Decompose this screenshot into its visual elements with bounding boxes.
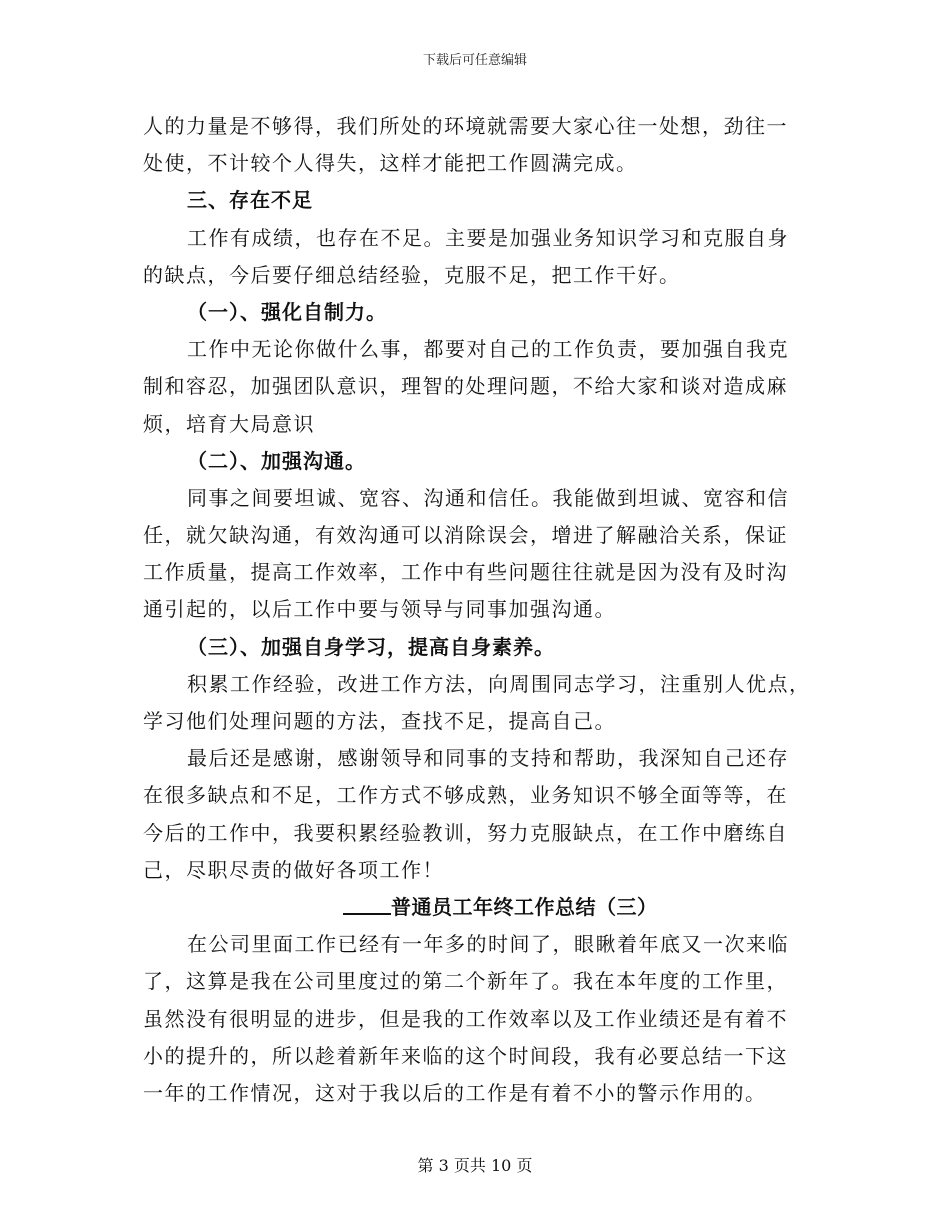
body-line: 通引起的，以后工作中要与领导与同事加强沟通。: [143, 597, 616, 622]
body-line: 己，尽职尽责的做好各项工作！: [143, 857, 444, 882]
body-line: 工作质量，提高工作效率，工作中有些问题往往就是因为没有及时沟: [143, 560, 788, 585]
body-line: 工作有成绩，也存在不足。主要是加强业务知识学习和克服自身: [187, 225, 789, 250]
subsection-heading: （一）、强化自制力。: [187, 299, 387, 324]
body-line: 同事之间要坦诚、宽容、沟通和信任。我能做到坦诚、宽容和信: [187, 485, 789, 510]
body-line: 工作中无论你做什么事，都要对自己的工作负责，要加强自我克: [187, 337, 789, 362]
body-line: 虽然没有很明显的进步，但是我的工作效率以及工作业绩还是有着不: [143, 1006, 788, 1031]
body-line: 在公司里面工作已经有一年多的时间了，眼瞅着年底又一次来临: [187, 932, 789, 957]
body-line: 今后的工作中，我要积累经验教训，努力克服缺点，在工作中磨练自: [143, 820, 788, 845]
body-line: 最后还是感谢，感谢领导和同事的支持和帮助，我深知自己还存: [187, 746, 789, 771]
body-line: 任，就欠缺沟通，有效沟通可以消除误会，增进了解融洽关系，保证: [143, 523, 788, 548]
subsection-heading: （三）、加强自身学习，提高自身素养。: [187, 634, 555, 659]
subsection-heading: （二）、加强沟通。: [187, 448, 366, 473]
article-title-text: 普通员工年终工作总结（三）: [391, 894, 658, 919]
page-footer: 第 3 页共 10 页: [417, 1156, 533, 1175]
body-line: 一年的工作情况，这对于我以后的工作是有着不小的警示作用的。: [143, 1080, 767, 1105]
body-line: 人的力量是不够得，我们所处的环境就需要大家心往一处想，劲往一: [143, 114, 788, 138]
body-line: 在很多缺点和不足，工作方式不够成熟，业务知识不够全面等等，在: [143, 783, 788, 808]
body-line: 了，这算是我在公司里度过的第二个新年了。我在本年度的工作里，: [143, 969, 788, 994]
body-line: 学习他们处理问题的方法，查找不足，提高自己。: [143, 709, 616, 733]
body-line: 的缺点，今后要仔细总结经验，克服不足，把工作干好。: [143, 262, 681, 287]
page-header: 下载后可任意编辑: [422, 53, 527, 68]
body-line: 积累工作经验，改进工作方法，向周围同志学习，注重别人优点，: [187, 671, 811, 696]
body-line: 处使，不计较个人得失，这样才能把工作圆满完成。: [143, 151, 638, 176]
body-line: 制和容忍，加强团队意识，理智的处理问题，不给大家和谈对造成麻: [143, 374, 788, 399]
document-body: [143, 108, 811, 1112]
body-line: 小的提升的，所以趁着新年来临的这个时间段，我有必要总结一下这: [143, 1043, 788, 1068]
title-blank-underline: [343, 891, 391, 915]
section-heading: 三、存在不足: [187, 188, 313, 213]
body-line: 烦，培育大局意识: [143, 411, 315, 436]
article-title: [143, 889, 798, 926]
